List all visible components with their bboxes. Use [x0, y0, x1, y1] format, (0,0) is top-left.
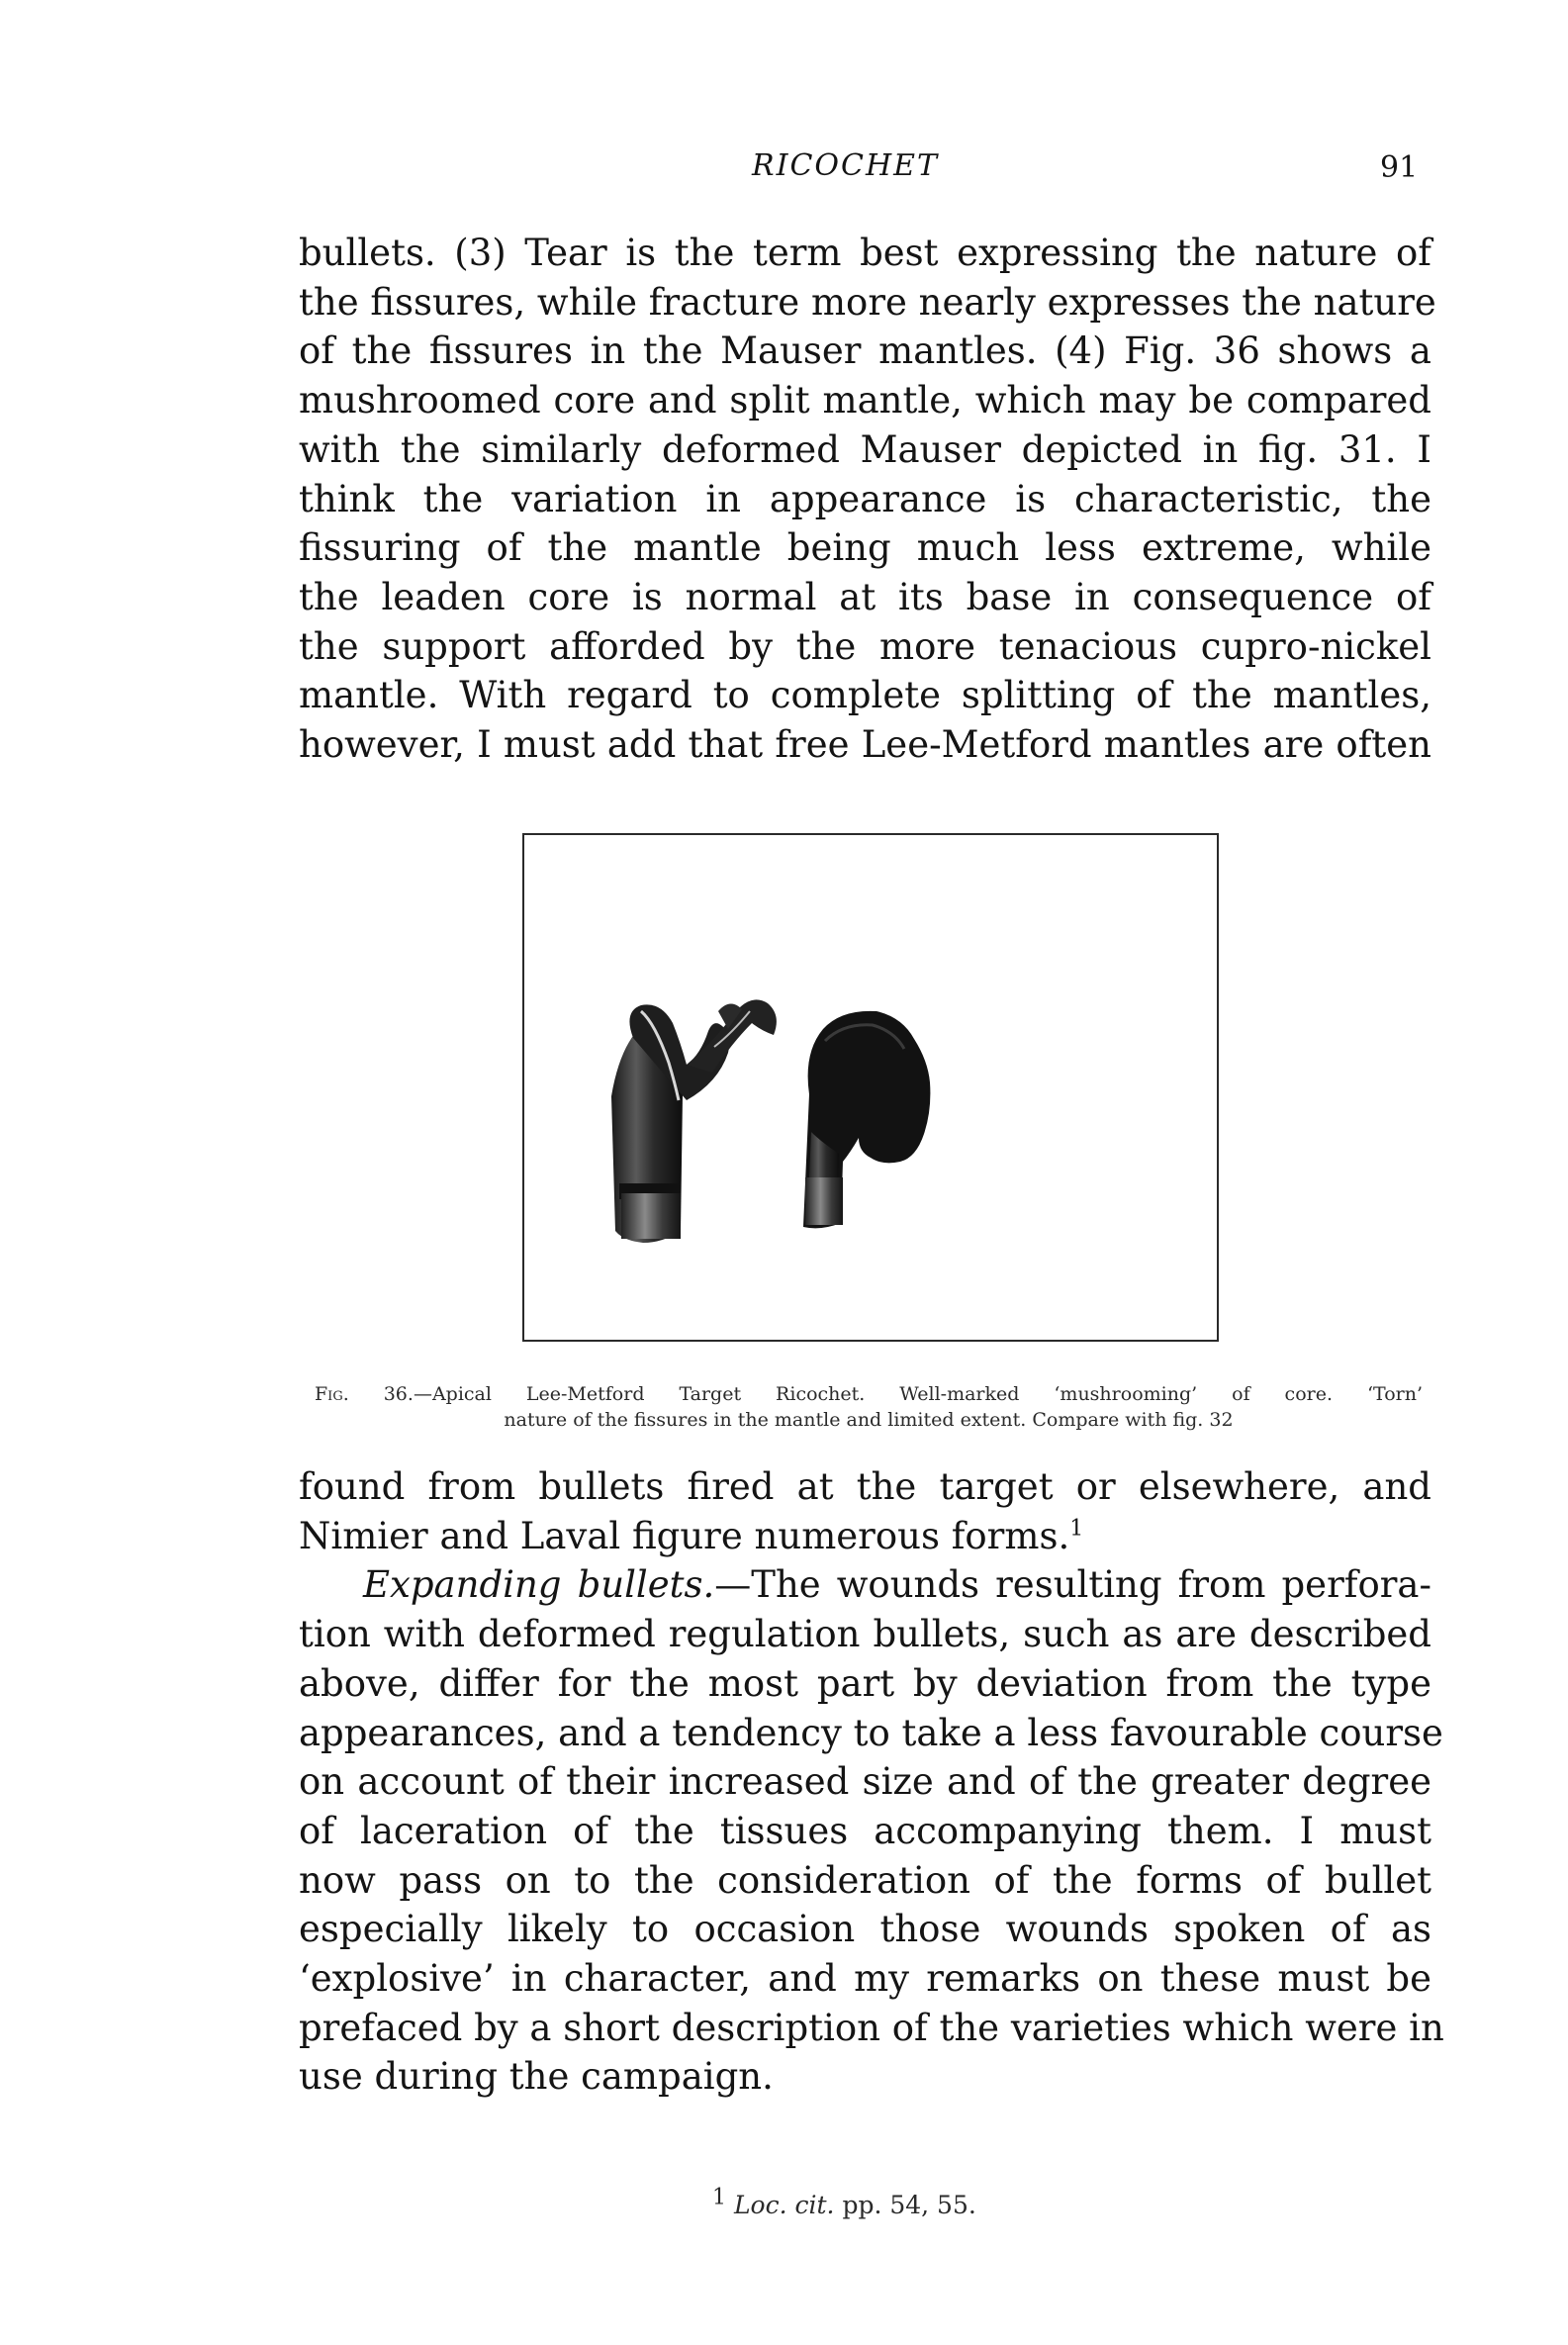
running-title: RICOCHET — [752, 148, 940, 183]
figure-label: Fig. 36. — [315, 1383, 414, 1405]
text-line: fissuring of the mantle being much less extreme, while — [299, 526, 1431, 570]
text-line: now pass on to the consideration of the forms of bullet — [299, 1858, 1431, 1902]
text-line: above, differ for the most part by deviation from the type — [299, 1661, 1431, 1705]
page-number: 91 — [1380, 150, 1419, 185]
text-line: appearances, and a tendency to take a less favourable course — [299, 1711, 1443, 1754]
footnote-marker: 1 — [712, 2185, 726, 2210]
mushroomed-core-bullet-image — [803, 1011, 930, 1229]
caption-line-1 — [315, 1381, 1423, 1407]
text-line: the support afforded by the more tenacious cupro-nickel — [299, 624, 1431, 668]
split-mantle-bullet-image — [611, 999, 777, 1243]
figure-caption — [315, 1381, 1423, 1433]
footnote-pages: pp. 54, 55. — [834, 2191, 976, 2219]
text-line: think the variation in appearance is characteristic, the — [299, 477, 1431, 520]
line-text: —The wounds resulting from perfora- — [714, 1563, 1431, 1607]
text-line: of the fissures in the Mauser mantles. (4) Fig. 36 shows a — [299, 329, 1431, 373]
footnote — [712, 2185, 976, 2219]
text-line: with the similarly deformed Mauser depicted in fig. 31. I — [299, 427, 1431, 471]
caption-text-1: —Apical Lee-Metford Target Ricochet. Well-marked ‘mushrooming’ of core. ‘Torn’ — [413, 1383, 1424, 1405]
footnote-reference: 1 — [1069, 1516, 1084, 1542]
text-line: mushroomed core and split mantle, which may be compared — [299, 379, 1431, 422]
text-line: on account of their increased size and of the greater degree — [299, 1760, 1431, 1804]
text-line: prefaced by a short description of the varieties which were in — [299, 2006, 1444, 2049]
line-text: Nimier and Laval figure numerous forms. — [299, 1514, 1070, 1557]
text-line: the leaden core is normal at its base in consequence of — [299, 575, 1431, 618]
body-paragraph-bottom — [299, 1462, 1444, 2102]
text-line — [299, 1512, 1431, 1561]
section-heading-expanding-bullets: Expanding bullets. — [363, 1563, 715, 1607]
text-line: use during the campaign. — [299, 2055, 774, 2099]
text-line: of laceration of the tissues accompanying them. I must — [299, 1809, 1431, 1852]
body-paragraph-top — [299, 229, 1436, 770]
caption-line-2: nature of the fissures in the mantle and limited extent. Compare with fig. 32 — [504, 1409, 1234, 1431]
figure-36-frame — [522, 833, 1219, 1342]
text-line: found from bullets fired at the target or elsewhere, and — [299, 1465, 1431, 1508]
text-line: the fissures, while fracture more nearly expresses the nature — [299, 280, 1436, 324]
text-line: bullets. (3) Tear is the term best expressing the nature of — [299, 232, 1431, 274]
text-line: however, I must add that free Lee-Metford mantles are often — [299, 723, 1431, 767]
text-line: mantle. With regard to complete splitting of the mantles, — [299, 674, 1431, 717]
text-line: tion with deformed regulation bullets, such as are described — [299, 1613, 1431, 1656]
text-line — [299, 1560, 1431, 1610]
footnote-citation: Loc. cit. — [733, 2191, 835, 2219]
text-line: especially likely to occasion those wounds spoken of as — [299, 1908, 1431, 1951]
text-line: ‘explosive’ in character, and my remarks on these must be — [299, 1957, 1431, 2001]
bullets-illustration — [524, 835, 1217, 1340]
